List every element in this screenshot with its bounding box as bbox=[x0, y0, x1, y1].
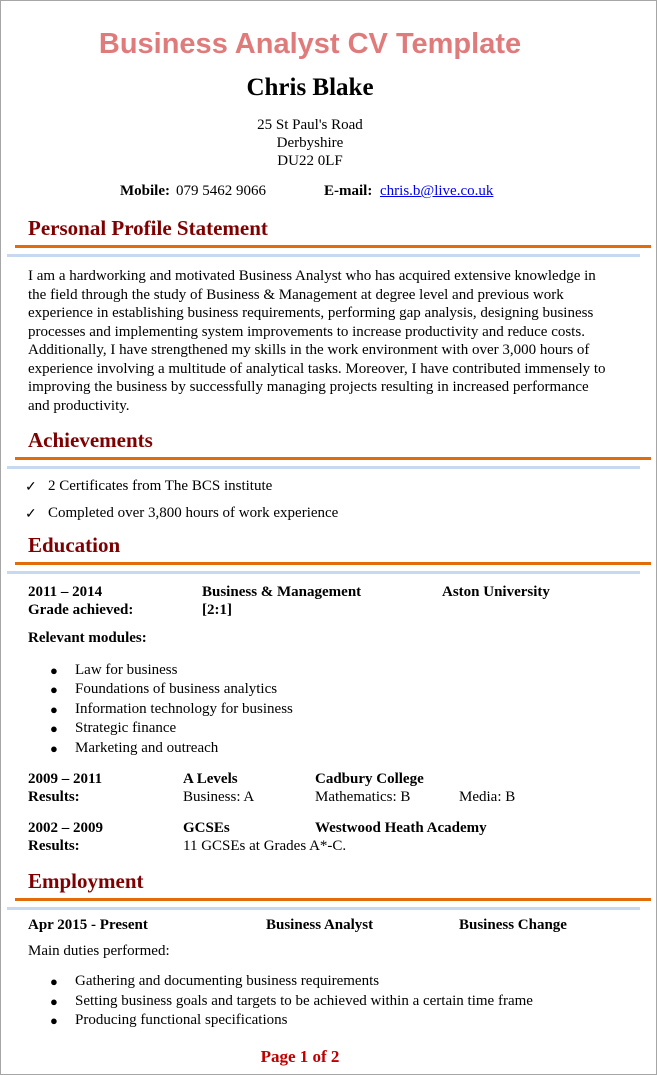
alevels-results-label: Results: bbox=[28, 789, 80, 805]
bullet-icon: ● bbox=[50, 1013, 58, 1028]
duty-item: Setting business goals and targets to be achieved within a certain time frame bbox=[75, 993, 533, 1009]
candidate-name: Chris Blake bbox=[246, 74, 374, 101]
module-item: Strategic finance bbox=[75, 720, 177, 736]
module-item: Foundations of business analytics bbox=[75, 681, 278, 697]
gcse-results: 11 GCSEs at Grades A*-C. bbox=[183, 838, 347, 854]
bullet-icon: ● bbox=[50, 721, 58, 736]
address-line-2: Derbyshire bbox=[276, 135, 344, 151]
alevels-result: Mathematics: B bbox=[315, 789, 411, 805]
degree-course: Business & Management bbox=[202, 584, 362, 600]
duties-label: Main duties performed: bbox=[28, 943, 170, 959]
module-item: Marketing and outreach bbox=[75, 740, 219, 756]
email-label: E-mail: bbox=[324, 183, 373, 199]
section-heading-education: Education bbox=[28, 533, 121, 557]
duty-item: Gathering and documenting business requirements bbox=[75, 973, 380, 989]
alevels-result: Business: A bbox=[183, 789, 255, 805]
alevels-result: Media: B bbox=[459, 789, 516, 805]
degree-years: 2011 – 2014 bbox=[28, 584, 103, 600]
divider-blue bbox=[7, 254, 640, 257]
bullet-icon: ● bbox=[50, 682, 58, 697]
module-item: Law for business bbox=[75, 662, 178, 678]
mobile-number: 079 5462 9066 bbox=[176, 183, 266, 199]
section-heading-employment: Employment bbox=[28, 869, 144, 893]
modules-label: Relevant modules: bbox=[28, 630, 147, 646]
alevels-institution: Cadbury College bbox=[315, 771, 424, 787]
divider-orange bbox=[15, 562, 651, 565]
gcse-course: GCSEs bbox=[183, 820, 230, 836]
achievement-item: Completed over 3,800 hours of work experience bbox=[48, 505, 339, 521]
divider-blue bbox=[7, 907, 640, 910]
bullet-icon: ● bbox=[50, 974, 58, 989]
check-icon: ✓ bbox=[25, 480, 37, 495]
divider-orange bbox=[15, 898, 651, 901]
document-title: Business Analyst CV Template bbox=[98, 28, 522, 60]
divider-blue bbox=[7, 571, 640, 574]
divider-blue bbox=[7, 466, 640, 469]
bullet-icon: ● bbox=[50, 663, 58, 678]
check-icon: ✓ bbox=[25, 507, 37, 522]
email-link[interactable]: chris.b@live.co.uk bbox=[380, 183, 494, 199]
mobile-label: Mobile: bbox=[120, 183, 170, 199]
address-line-1: 25 St Paul's Road bbox=[257, 117, 363, 133]
module-item: Information technology for business bbox=[75, 701, 293, 717]
page-number: Page 1 of 2 bbox=[260, 1047, 340, 1066]
profile-text: I am a hardworking and motivated Business Analyst who has acquired extensive knowledge in the field through the study of Business & Management at degree level and previous work experience in establishing business requirements, performing gap analysis, designing business processes and implementing system improvements to increase productivity and reduce costs. Additionally, I have strengthened my skills in the work environment with over 3,000 hours of experience involving a multitude of analytical tasks. Moreover, I have contributed immensely to improving the business by successfully managing projects resulting in increased performance and productivity. bbox=[28, 268, 606, 414]
bullet-icon: ● bbox=[50, 702, 58, 717]
section-heading-profile: Personal Profile Statement bbox=[28, 216, 268, 240]
section-heading-achievements: Achievements bbox=[28, 428, 153, 452]
bullet-icon: ● bbox=[50, 741, 58, 756]
gcse-years: 2002 – 2009 bbox=[28, 820, 103, 836]
grade-value: [2:1] bbox=[202, 602, 232, 618]
address-line-3: DU22 0LF bbox=[277, 153, 343, 169]
divider-orange bbox=[15, 245, 651, 248]
grade-label: Grade achieved: bbox=[28, 602, 134, 618]
gcse-institution: Westwood Heath Academy bbox=[315, 820, 487, 836]
alevels-course: A Levels bbox=[183, 771, 238, 787]
divider-orange bbox=[15, 457, 651, 460]
degree-institution: Aston University bbox=[442, 584, 550, 600]
bullet-icon: ● bbox=[50, 994, 58, 1009]
employment-role: Business Analyst bbox=[266, 917, 374, 933]
employment-period: Apr 2015 - Present bbox=[28, 917, 148, 933]
alevels-years: 2009 – 2011 bbox=[28, 771, 103, 787]
duty-item: Producing functional specifications bbox=[75, 1012, 288, 1028]
employment-company: Business Change bbox=[459, 917, 567, 933]
gcse-results-label: Results: bbox=[28, 838, 80, 854]
achievement-item: 2 Certificates from The BCS institute bbox=[48, 478, 273, 494]
